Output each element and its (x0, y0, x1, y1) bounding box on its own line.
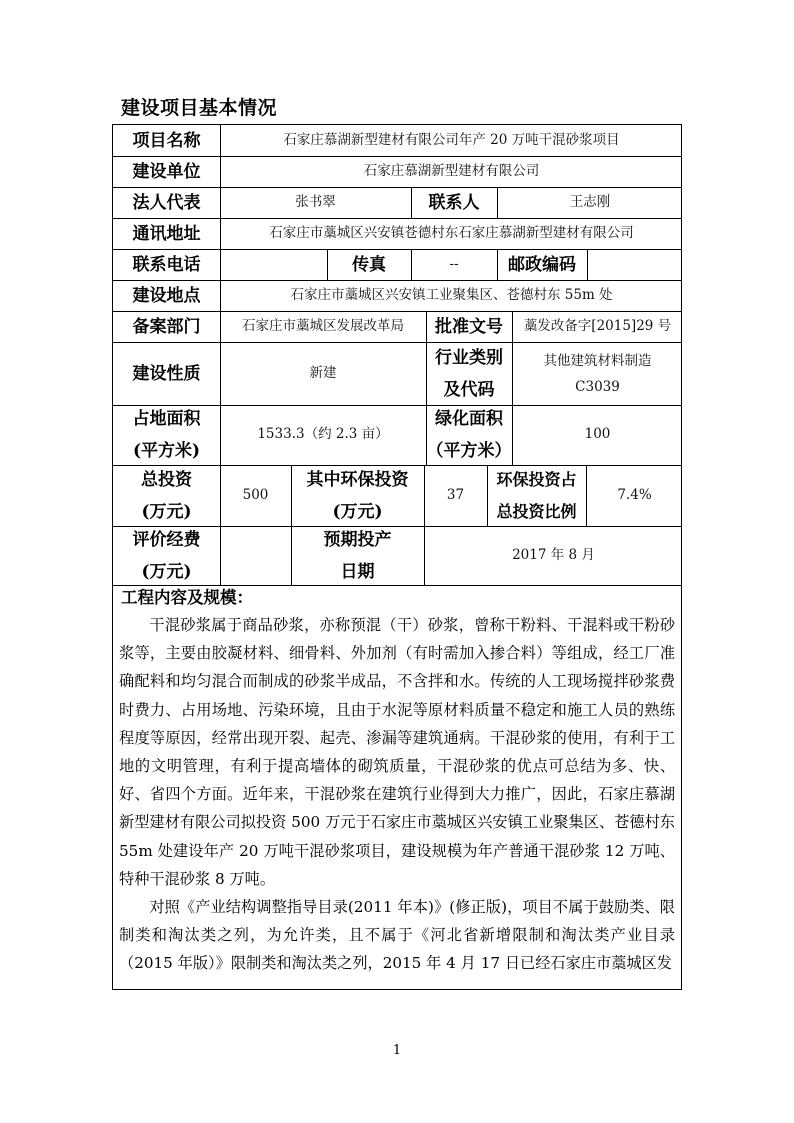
address-value: 石家庄市藁城区兴安镇苍德村东石家庄慕湖新型建材有限公司 (269, 224, 634, 241)
green-area-value: 100 (584, 426, 611, 443)
env-ratio-label-line1: 环保投资占 (496, 469, 577, 489)
content-paragraph: 对照《产业结构调整指导目录(2011 年本)》(修正版)，项目不属于鼓励类、限制类和淘汰类之列，为允许类，且不属于《河北省新增限制和淘汰类产业目录（2015 年版）》限制类和淘汰类之列，2015 年 4 月 17 日已经石家庄市藁城区发 (119, 898, 675, 973)
approval-label: 批准文号 (435, 316, 503, 337)
area-label (113, 405, 220, 465)
industry-label (426, 342, 512, 405)
location-label: 建设地点 (132, 285, 201, 306)
phone-label: 联系电话 (132, 254, 201, 275)
nature-value: 新建 (309, 364, 337, 381)
investment-label-line2: (万元) (141, 501, 192, 522)
project-name-label: 项目名称 (132, 130, 201, 151)
green-area-label (426, 405, 512, 465)
content-heading: 工程内容及规模： (121, 588, 253, 607)
env-ratio-label-line2: 总投资比例 (496, 501, 577, 521)
green-area-label-line2: （平方米） (426, 441, 512, 461)
industry-value (512, 342, 683, 405)
postcode-label: 邮政编码 (508, 254, 576, 275)
industry-label-line1: 行业类别 (435, 347, 503, 368)
page-number: 1 (392, 1043, 402, 1058)
area-value: 1533.3（约 2.3 亩） (257, 426, 389, 443)
evaluation-fee-label-line1: 评价经费 (132, 529, 201, 550)
green-area-label-line1: 绿化面积 (435, 409, 503, 429)
env-investment-value: 37 (446, 486, 465, 503)
phone-value (220, 249, 327, 280)
contact-label: 联系人 (428, 192, 480, 213)
env-ratio-value: 7.4% (617, 486, 652, 503)
evaluation-fee-label-line2: (万元) (141, 561, 192, 582)
industry-label-line2: 及代码 (443, 379, 495, 400)
expected-date-label-line2: 日期 (340, 561, 375, 582)
evaluation-fee-label (113, 526, 220, 585)
content-paragraph: 干混砂浆属于商品砂浆，亦称预混（干）砂浆，曾称干粉料、干混料或干粉砂浆等，主要由胶凝材料、细骨料、外加剂（有时需加入掺合料）等组成，经工厂准确配料和均匀混合而制成的砂浆半成品，不含拌和水。传统的人工现场搅拌砂浆费时费力、占用场地、污染环境，且由于水泥等原材料质量不稳定和施工人员的熟练程度等原因，经常出现开裂、起壳、渗漏等建筑通病。干混砂浆的使用，有利于工地的文明管理，有利于提高墙体的砌筑质量，干混砂浆的优点可总结为多、快、好、省四个方面。近年来，干混砂浆在建筑行业得到大力推广，因此，石家庄慕湖新型建材有限公司拟投资 500 万元于石家庄市藁城区兴安镇工业聚集区、苍德村东 55m 处建设年产 20 万吨干混砂浆项目，建设规模为年产普通干混砂浆 12 万吨、特种干混砂浆 8 万吨。 (119, 616, 675, 888)
industry-value-line2: C3039 (575, 378, 620, 395)
location-value: 石家庄市藁城区兴安镇工业聚集区、苍德村东 55m 处 (290, 286, 613, 303)
expected-date-label-line1: 预期投产 (323, 529, 392, 550)
project-content-section (113, 585, 681, 978)
filing-dept-label: 备案部门 (132, 316, 201, 337)
section-title: 建设项目基本情况 (121, 97, 278, 119)
evaluation-fee-value (220, 526, 291, 585)
investment-label-line1: 总投资 (141, 469, 192, 490)
env-ratio-label (487, 465, 586, 526)
legal-rep-label: 法人代表 (132, 192, 201, 213)
env-investment-label-line1: 其中环保投资 (306, 469, 409, 490)
builder-label: 建设单位 (132, 161, 201, 182)
legal-rep-value: 张书翠 (295, 193, 336, 210)
investment-value: 500 (242, 486, 269, 503)
postcode-value (587, 249, 683, 280)
fax-label: 传真 (352, 254, 386, 275)
expected-date-label (291, 526, 424, 585)
env-investment-label (291, 465, 424, 526)
approval-value: 藁发改备字[2015]29 号 (523, 317, 672, 334)
area-label-line1: 占地面积 (132, 409, 201, 429)
project-name-value: 石家庄慕湖新型建材有限公司年产 20 万吨干混砂浆项目 (283, 131, 620, 148)
fax-value: -- (449, 255, 459, 272)
address-label: 通讯地址 (132, 223, 201, 244)
nature-label: 建设性质 (132, 363, 201, 384)
area-label-line2: (平方米) (132, 441, 201, 461)
expected-date-value: 2017 年 8 月 (512, 546, 595, 563)
investment-label (113, 465, 220, 526)
filing-dept-value: 石家庄市藁城区发展改革局 (242, 317, 404, 334)
builder-value: 石家庄慕湖新型建材有限公司 (363, 162, 540, 179)
industry-value-line1: 其他建筑材料制造 (543, 352, 652, 369)
env-investment-label-line2: (万元) (332, 501, 383, 522)
contact-value: 王志刚 (569, 193, 611, 210)
